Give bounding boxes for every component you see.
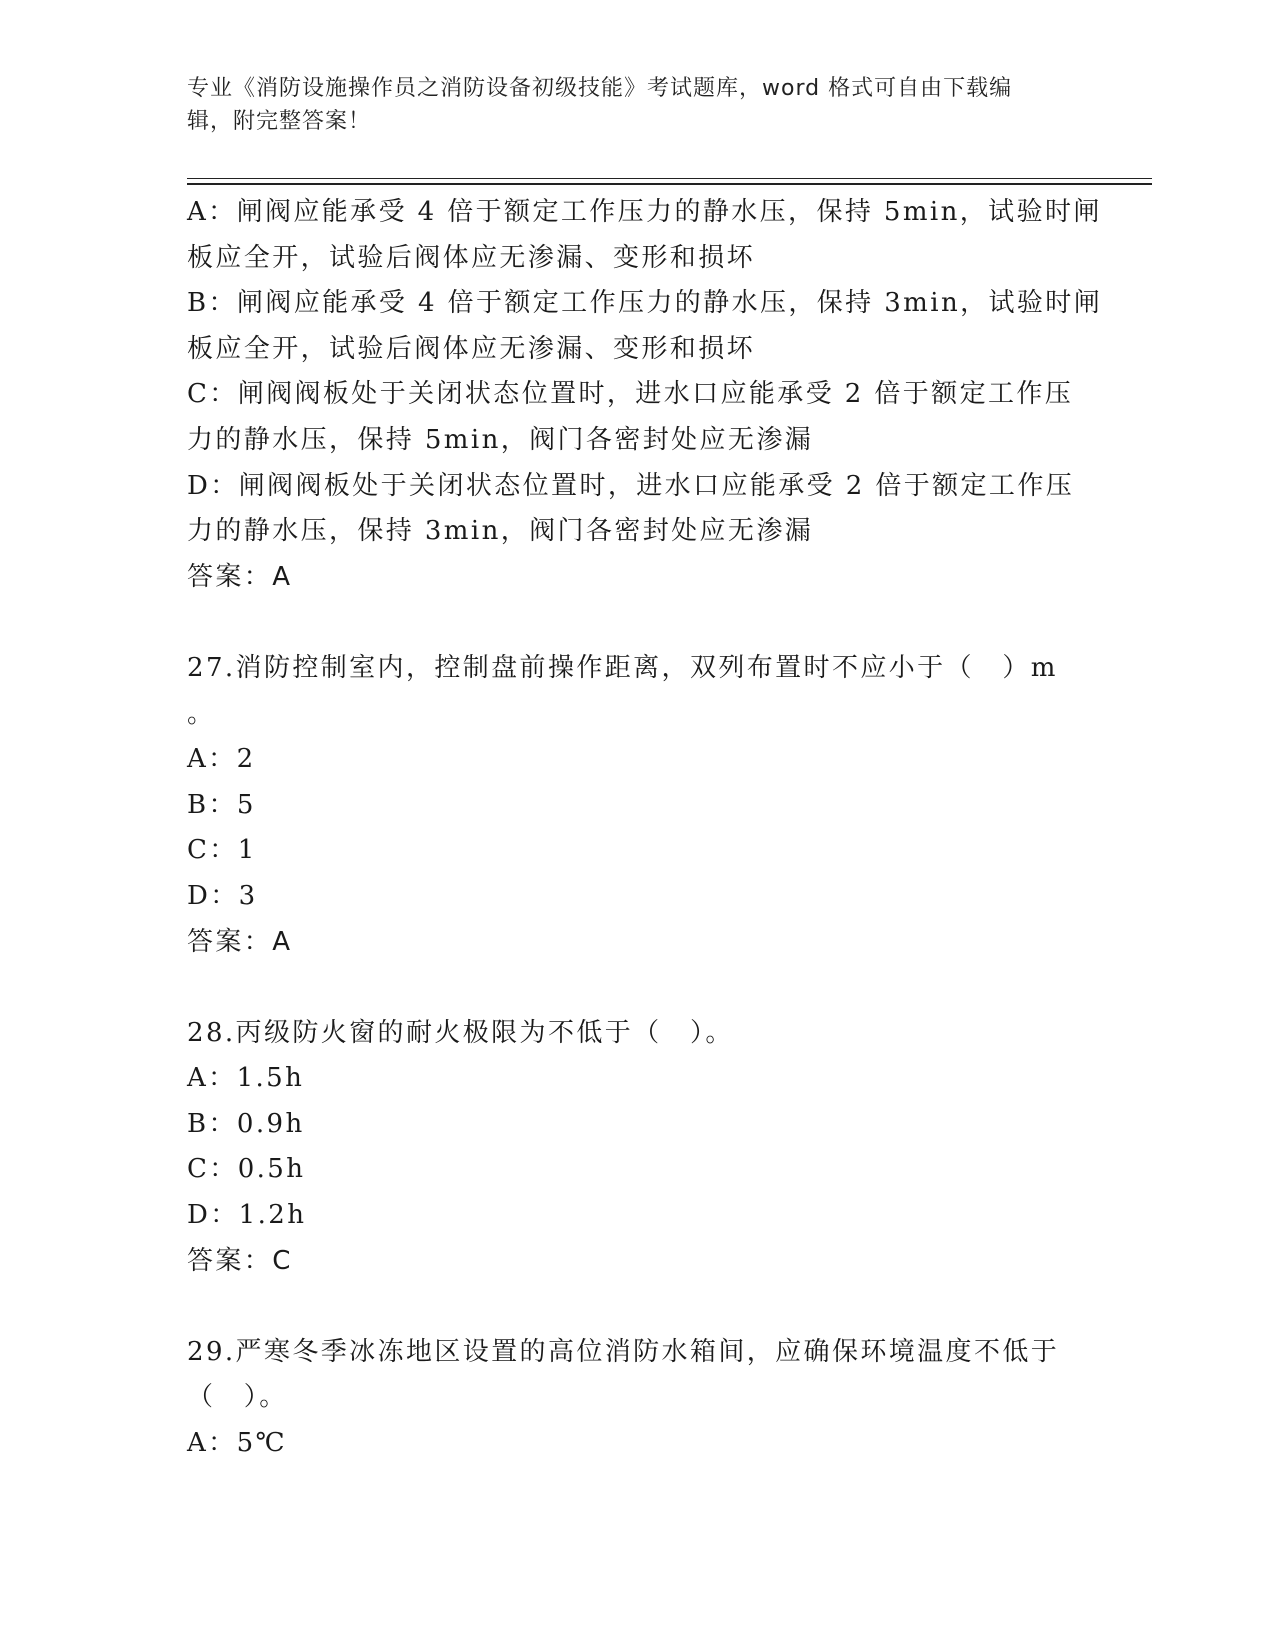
- header-divider-thin: [187, 178, 1152, 179]
- spacer: [187, 965, 1087, 1011]
- question-29: [187, 1330, 1087, 1467]
- option-c: C：0.5h: [187, 1154, 306, 1185]
- option-c-line-1: C：闸阀阀板处于关闭状态位置时，进水口应能承受 2 倍于额定工作压: [187, 379, 1074, 410]
- question-list: [187, 190, 1103, 1467]
- option-a-line-1: A：闸阀应能承受 4 倍于额定工作压力的静水压，保持 5min，试验时闸: [187, 197, 1102, 227]
- answer-text: 答案：C: [187, 1245, 293, 1276]
- question-stem-line-1: 28.丙级防火窗的耐火极限为不低于（ ）。: [187, 1017, 734, 1048]
- option-d-line-1: D：闸阀阀板处于关闭状态位置时，进水口应能承受 2 倍于额定工作压: [187, 470, 1075, 501]
- option-a-line-2: 板应全开，试验后阀体应无渗漏、变形和损坏: [187, 242, 756, 273]
- option-c: C：1: [187, 835, 257, 866]
- question-28: [187, 1011, 1087, 1285]
- option-d: D：1.2h: [187, 1200, 307, 1231]
- option-a: A：1.5h: [187, 1063, 305, 1094]
- option-a: A：5℃: [187, 1428, 288, 1459]
- answer-text: 答案：A: [187, 561, 293, 592]
- spacer: [187, 1284, 1087, 1330]
- option-a: A：2: [187, 744, 256, 775]
- option-d-line-2: 力的静水压，保持 3min，阀门各密封处应无渗漏: [187, 516, 814, 547]
- header-line-1: 专业《消防设施操作员之消防设备初级技能》考试题库，word 格式可自由下载编: [187, 76, 1013, 101]
- option-b: B：0.9h: [187, 1108, 305, 1139]
- answer-text: 答案：A: [187, 926, 293, 957]
- document-header: [187, 72, 1087, 138]
- header-line-2: 辑，附完整答案！: [187, 109, 372, 134]
- question-stem-line-2: 。: [187, 698, 216, 729]
- option-d: D：3: [187, 880, 258, 911]
- question-stem-line-1: 27.消防控制室内，控制盘前操作距离，双列布置时不应小于（ ）m: [187, 652, 1058, 683]
- option-b: B：5: [187, 789, 256, 820]
- header-divider-thick: [187, 183, 1152, 185]
- option-c-line-2: 力的静水压，保持 5min，阀门各密封处应无渗漏: [187, 424, 814, 455]
- spacer: [187, 600, 1087, 646]
- option-b-line-1: B：闸阀应能承受 4 倍于额定工作压力的静水压，保持 3min，试验时闸: [187, 288, 1103, 319]
- question-27: [187, 646, 1087, 965]
- question-stem-line-1: 29.严寒冬季冰冻地区设置的高位消防水箱间，应确保环境温度不低于: [187, 1336, 1060, 1367]
- option-b-line-2: 板应全开，试验后阀体应无渗漏、变形和损坏: [187, 333, 756, 364]
- question-stem-line-2: （ ）。: [187, 1382, 288, 1413]
- question-26-options: [187, 190, 1103, 600]
